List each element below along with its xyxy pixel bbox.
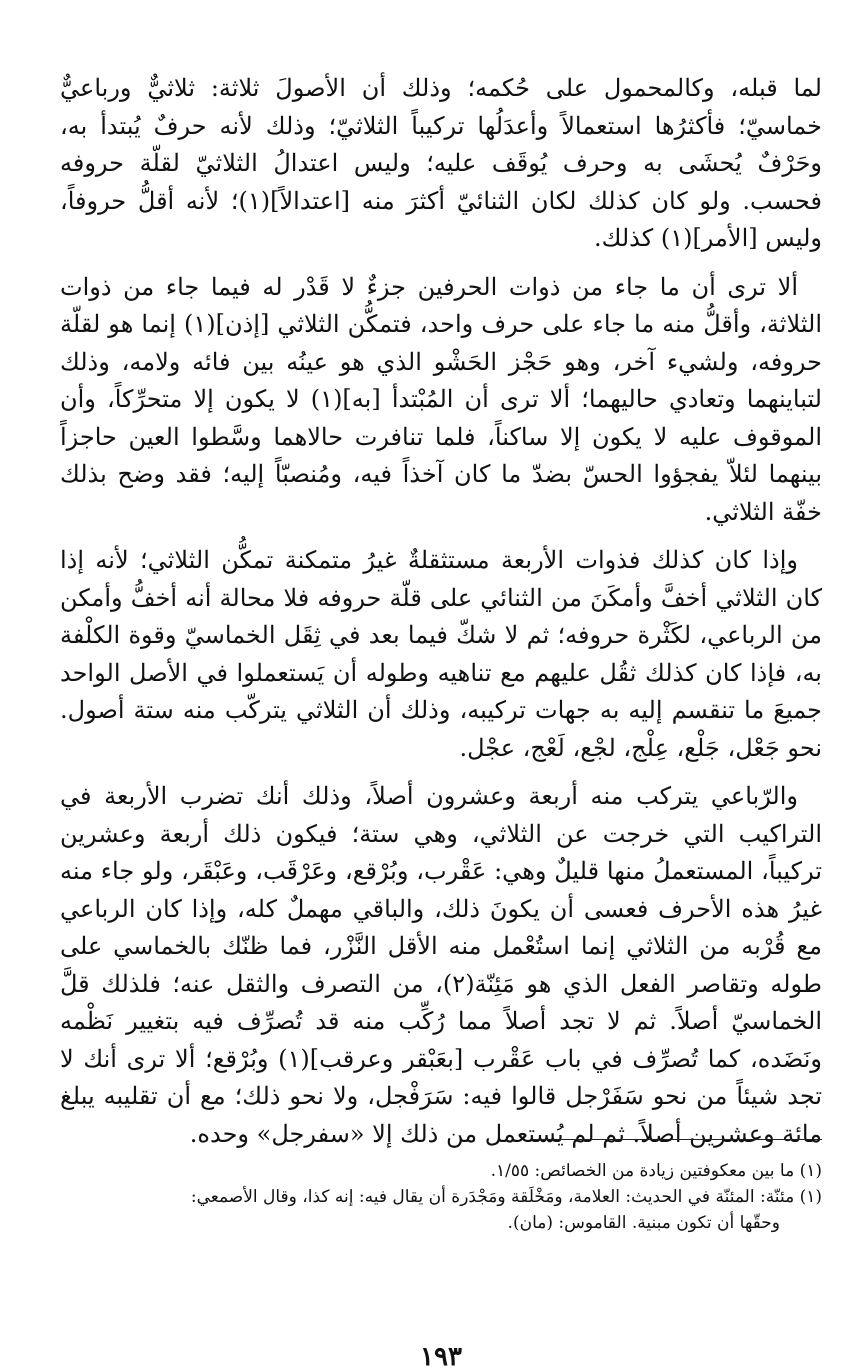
footnote-divider (532, 1139, 822, 1140)
paragraph-3: وإذا كان كذلك فذوات الأربعة مستثقلةٌ غيرُ متمكنة تمكُّن الثلاثي؛ لأنه إذا كان الثلاثي أخفَّ وأمكَنَ من الثنائي على قلّة حروفه فلا محالة أنه أخفُّ وأمكن من الرباعي، لكَثْرة حروفه؛ ثم لا شكّ فيما بعد في ثِقَل الخماسيّ وقوة الكلْفة به، فإذا كان كذلك ثقُل عليهم مع تناهيه وطوله أن يَستعملوا في الأصل الواحد جميعَ ما تنقسم إليه به جهات تركيبه، وذلك أن الثلاثي يتركّب منه ستة أصول. نحو جَعْل، جَلْع، عِلْج، لجْع، لَعْج، عجْل. (60, 546, 822, 762)
footnote-2-continuation: وحقّها أن تكون مبنية. القاموس: (مان). (507, 1213, 780, 1233)
paragraph-4: والرّباعي يتركب منه أربعة وعشرون أصلاً، وذلك أنك تضرب الأربعة في التراكيب التي خرجت عن الثلاثي، وهي ستة؛ فيكون ذلك أربعة وعشرين تركيباً، المستعملُ منها قليلٌ وهي: عَقْرب، وبُرْقع، وعَرْقَب، وعَبْقَر، ولو جاء منه غيرُ هذه الأحرف فعسى أن يكونَ ذلك، والباقي مهملٌ كله، وإذا كان الرباعي مع قُرْبه من الثلاثي إنما استُعْمل منه الأقل النَّزْر، فما ظنّك بالخماسي على طوله وتقاصر الفعل الذي هو مَئِنّة(٢)، من التصرف والثقل عنه؛ فلذلك قلَّ الخماسيّ أصلاً. ثم لا تجد أصلاً مما رُكِّب منه قد تُصرِّف فيه بتغيير نَظْمه ونَضَده، كما تُصرِّف في باب عَقْرب [بعَبْقر وعرقب](١) وبُرْقع؛ ألا ترى أنك لا تجد شيئاً من نحو سَفَرْجل قالوا فيه: سَرَفْجل، ولا نحو ذلك؛ مع أن تقليبه يبلغ مائة وعشرين أصلاً. ثم لم يُستعمل من ذلك إلا «سفرجل» وحده. (60, 782, 823, 1148)
paragraph-1: لما قبله، وكالمحمول على حُكمه؛ وذلك أن الأصولَ ثلاثة: ثلاثيٌّ ورباعيٌّ خماسيّ؛ فأكثرُها استعمالاً وأعدَلُها تركيباً الثلاثيّ؛ وذلك لأنه حرفٌ يُبتدأ به، وحَرْفٌ يُحشَى به وحرف يُوقَف عليه؛ وليس اعتدالُ الثلاثيّ لقلّة حروفه فحسب. ولو كان كذلك لكان الثنائيّ أكثرَ منه [اعتدالاً](١)؛ لأنه أقلُّ حروفاً، وليس [الأمر](١) كذلك. (60, 74, 822, 252)
footnote-2: (١) مئنّة: المئنّة في الحديث: العلامة، ومَخْلَقة ومَجْدَرة أن يقال فيه: إنه كذا، وقال الأصمعي: (190, 1187, 822, 1207)
footnotes (60, 1158, 822, 1236)
main-text (60, 70, 822, 1153)
paragraph-2: ألا ترى أن ما جاء من ذوات الحرفين جزءٌ لا قَدْر له فيما جاء من ذوات الثلاثة، وأقلُّ منه ما جاء على حرف واحد، فتمكُّن الثلاثي [إذن](١) إنما هو لقلّة حروفه، ولشيء آخر، وهو حَجْز الحَشْو الذي هو عينُه بين فائه ولامه، وذلك لتباينهما وتعادي حاليهما؛ ألا ترى أن المُبْتدأ [به](١) لا يكون إلا متحرِّكاً، وأن الموقوف عليه لا يكون إلا ساكناً، فلما تنافرت حالاهما وسَّطوا العين حاجزاً بينهما لئلاّ يفجؤوا الحسّ بضدّ ما كان آخذاً فيه، ومُنصبّاً إليه؛ فقد وضح بذلك خفّة الثلاثي. (60, 272, 823, 526)
book-page (60, 70, 823, 1372)
page-number: ١٩٣ (420, 1342, 462, 1372)
footnote-1: (١) ما بين معكوفتين زيادة من الخصائص: ١/٥٥. (490, 1161, 822, 1181)
